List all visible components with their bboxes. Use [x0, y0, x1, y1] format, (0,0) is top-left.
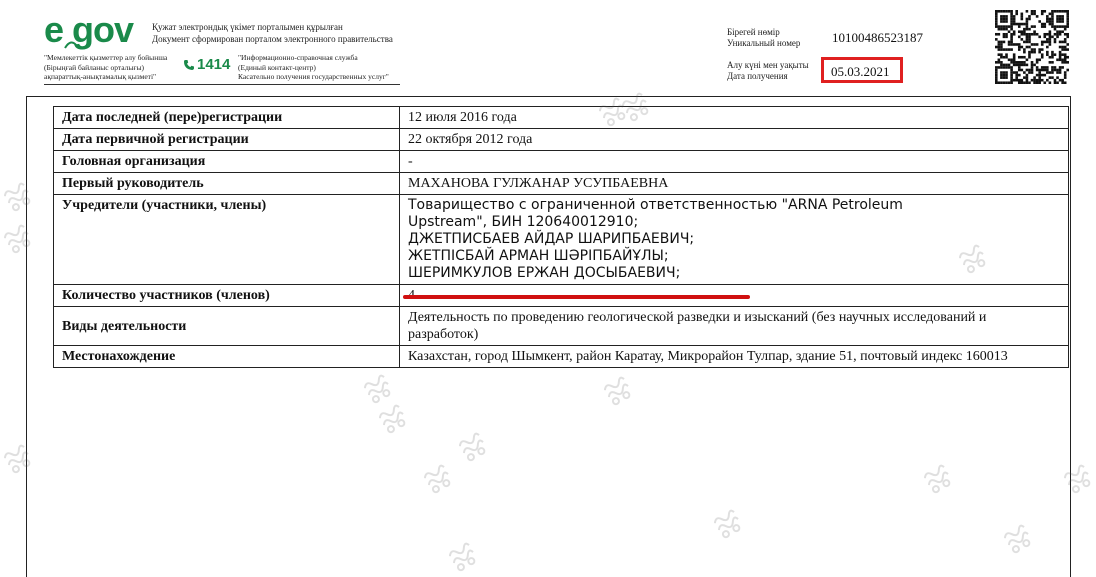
red-underline-mark: [403, 295, 750, 299]
portal-description-ru: Документ сформирован порталом электронного правительства: [152, 34, 393, 44]
unique-number-label-kz: Бірегей нөмір: [727, 27, 780, 37]
phone-number: 1414: [197, 56, 231, 73]
ornament-watermark-icon: [445, 538, 479, 577]
portal-description-kz: Қужат электрондық үкімет порталымен құрылған: [152, 22, 343, 32]
row-value: Деятельность по проведению геологической разведки и изысканий (без научных исследований и разработок): [400, 307, 1069, 346]
row-value: МАХАНОВА ГУЛЖАНАР УСУПБАЕВНА: [400, 173, 1069, 195]
ornament-watermark-icon: [618, 88, 652, 127]
info-note-kz-line: ақпараттық-анықтамалық қызметі": [44, 72, 157, 81]
table-row: [54, 107, 1069, 129]
row-label: Дата первичной регистрации: [54, 129, 400, 151]
receipt-date-label-kz: Алу күні мен уақыты: [727, 60, 809, 70]
unique-number-label: [727, 27, 800, 49]
ornament-watermark-icon: [0, 178, 34, 217]
founder-line: ШЕРИМКУЛОВ ЕРЖАН ДОСЫБАЕВИЧ;: [408, 265, 681, 281]
unique-number-value: 10100486523187: [832, 30, 923, 45]
info-note-kz-line: "Мемлекеттік қызметтер алу бойынша: [44, 53, 168, 62]
founder-line: ДЖЕТПИСБАЕВ АЙДАР ШАРИПБАЕВИЧ;: [408, 231, 695, 247]
row-value: Казахстан, город Шымкент, район Каратау, Микрорайон Тулпар, здание 51, почтовый индекс 160013: [400, 346, 1069, 368]
row-label: Количество участников (членов): [54, 285, 400, 307]
table-row: [54, 307, 1069, 346]
ornament-watermark-icon: [600, 372, 634, 411]
ornament-watermark-icon: [420, 460, 454, 499]
receipt-date-label-ru: Дата получения: [727, 71, 788, 81]
info-note-kz-line: (Бірыңғай байланыс орталығы): [44, 62, 145, 72]
info-note-ru-line: (Единый контакт-центр): [238, 62, 316, 72]
receipt-date-value: 05.03.2021: [831, 64, 890, 79]
row-value: -: [400, 151, 1069, 173]
portal-description: [152, 21, 393, 45]
info-note-ru-line: Касательно получения государственных услуг": [238, 72, 389, 81]
info-service-note-kz: [44, 53, 180, 82]
egov-logo-gov: gov: [72, 9, 134, 50]
phone-icon: [183, 59, 195, 71]
row-value: 12 июля 2016 года: [400, 107, 1069, 129]
row-label: Первый руководитель: [54, 173, 400, 195]
table-row: [54, 346, 1069, 368]
qr-code-icon: [995, 10, 1069, 84]
founder-line: Товарищество с ограниченной ответственностью "ARNA Petroleum: [408, 197, 903, 213]
row-label: Дата последней (пере)регистрации: [54, 107, 400, 129]
founder-line-highlighted: ЖЕТПІСБАЙ АРМАН ШӘРІПБАЙҰЛЫ;: [408, 248, 669, 264]
ornament-watermark-icon: [710, 505, 744, 544]
ornament-watermark-icon: [1000, 520, 1034, 559]
table-row: [54, 173, 1069, 195]
registration-info-table: [53, 106, 1069, 368]
row-label: Местонахождение: [54, 346, 400, 368]
egov-logo-e: e: [44, 9, 65, 50]
ornament-watermark-icon: [955, 240, 989, 279]
ornament-watermark-icon: [920, 460, 954, 499]
receipt-date-label: [727, 60, 809, 82]
unique-number-label-ru: Уникальный номер: [727, 38, 801, 48]
row-label: Учредители (участники, члены): [54, 195, 400, 285]
founder-line: Upstream", БИН 120640012910;: [408, 214, 639, 230]
table-row: [54, 129, 1069, 151]
row-label: Головная организация: [54, 151, 400, 173]
row-label: Виды деятельности: [54, 307, 400, 346]
info-note-ru-line: "Информационно-справочная служба: [238, 53, 358, 62]
ornament-watermark-icon: [1060, 460, 1094, 499]
ornament-watermark-icon: [455, 428, 489, 467]
row-value: 22 октября 2012 года: [400, 129, 1069, 151]
table-row: [54, 195, 1069, 285]
contact-phone: [183, 56, 230, 74]
table-row: [54, 151, 1069, 173]
ornament-watermark-icon: [0, 220, 34, 259]
ornament-watermark-icon: [0, 440, 34, 479]
ornament-watermark-icon: [375, 400, 409, 439]
info-service-note-ru: [238, 53, 418, 82]
document-header: [0, 0, 1096, 92]
header-divider: [44, 84, 400, 85]
